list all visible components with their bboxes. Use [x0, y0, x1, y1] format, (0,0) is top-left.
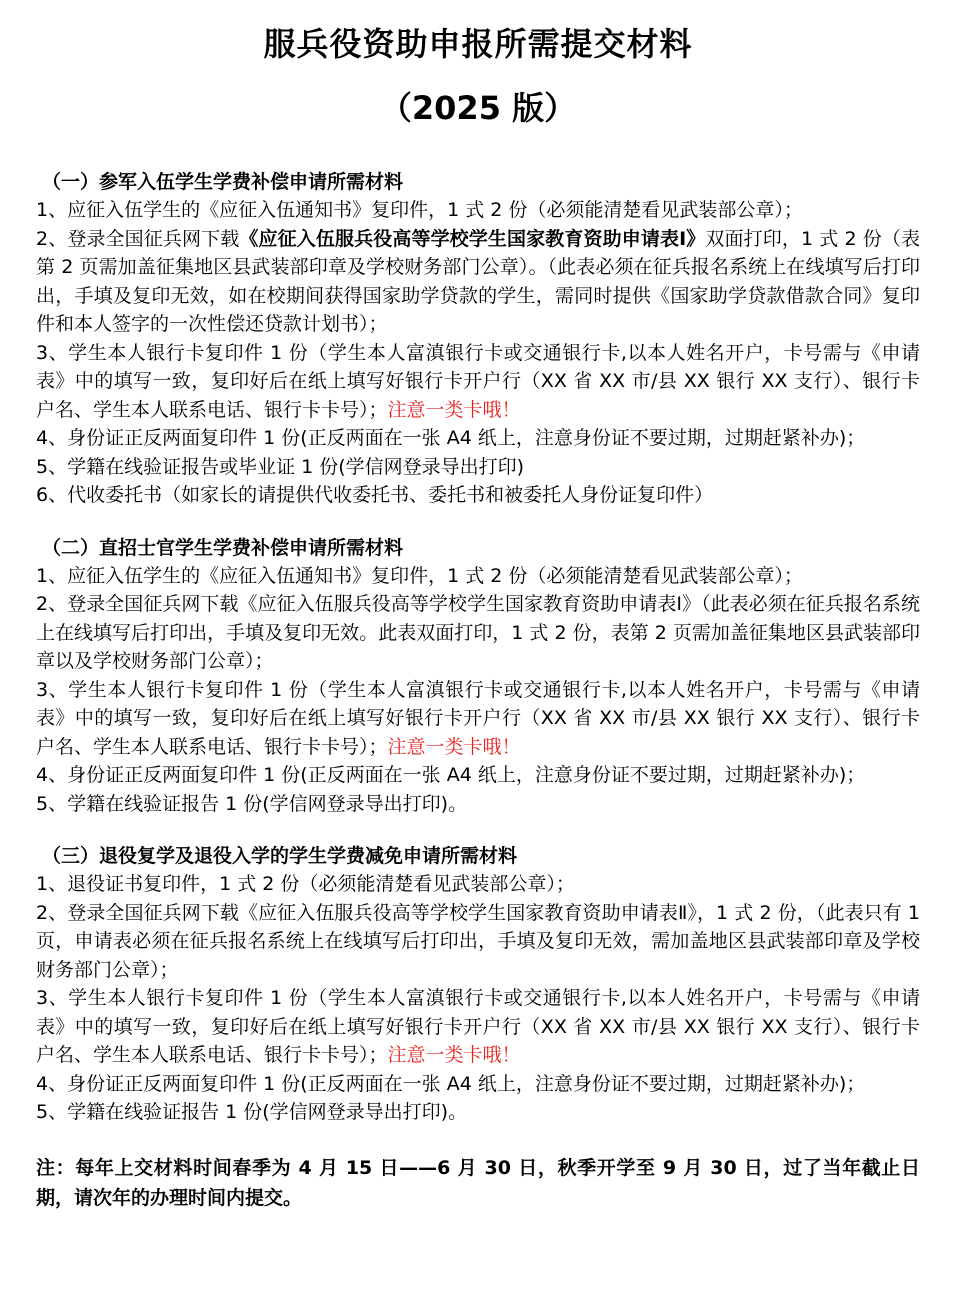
warning-text: 注意一类卡哦！ — [387, 1044, 521, 1066]
list-item: 6、代收委托书（如家长的请提供代收委托书、委托书和被委托人身份证复印件） — [36, 484, 714, 506]
form-name-bold: 《应征入伍服兵役高等学校学生国家教育资助申请表Ⅰ》 — [239, 227, 706, 250]
section-heading: （二）直招士官学生学费补偿申请所需材料 — [42, 536, 404, 559]
list-item: 4、身份证正反两面复印件 1 份(正反两面在一张 A4 纸上，注意身份证不要过期，过期赶紧补办)； — [36, 764, 866, 786]
warning-text: 注意一类卡哦！ — [387, 735, 521, 758]
section-heading: （一）参军入伍学生学费补偿申请所需材料 — [42, 171, 404, 193]
section-enlisted-students — [36, 168, 920, 510]
list-item: 1、应征入伍学生的《应征入伍通知书》复印件，1 式 2 份（必须能清楚看见武装部公章）； — [36, 199, 803, 221]
warning-text: 注意一类卡哦！ — [387, 398, 521, 421]
submission-deadline-note: 注：每年上交材料时间春季为 4 月 15 日——6 月 30 日，秋季开学至 9 月 30 日，过了当年截止日期，请次年的办理时间内提交。 — [36, 1156, 920, 1209]
list-item: 5、学籍在线验证报告 1 份(学信网登录导出打印)。 — [36, 1101, 468, 1123]
list-item: 2、登录全国征兵网下载《应征入伍服兵役高等学校学生国家教育资助申请表Ⅰ》（此表必须在征兵报名系统上在线填写后打印出，手填及复印无效。此表双面打印，1 式 2 份，表第 2 页需加盖征集地区县武装部印章以及学校财务部门公章）； — [36, 593, 920, 672]
list-item: 1、退役证书复印件，1 式 2 份（必须能清楚看见武装部公章）； — [36, 873, 575, 895]
list-item: 4、身份证正反两面复印件 1 份(正反两面在一张 A4 纸上，注意身份证不要过期，过期赶紧补办)； — [36, 1072, 866, 1095]
page-title: 服兵役资助申报所需提交材料 — [263, 25, 693, 63]
list-item: 3、学生本人银行卡复印件 1 份（学生本人富滇银行卡或交通银行卡,以本人姓名开户，卡号需与《申请表》中的填写一致，复印好后在纸上填写好银行卡开户行（XX 省 XX 市/县 XX 银行 XX 支行）、银行卡户名、学生本人联系电话、银行卡卡号）；注意一类卡哦！ — [36, 678, 920, 758]
section-veteran-students — [36, 842, 920, 1127]
list-item: 4、身份证正反两面复印件 1 份(正反两面在一张 A4 纸上，注意身份证不要过期，过期赶紧补办)； — [36, 427, 866, 449]
list-item: 5、学籍在线验证报告 1 份(学信网登录导出打印)。 — [36, 792, 468, 815]
list-item: 2、登录全国征兵网下载《应征入伍服兵役高等学校学生国家教育资助申请表Ⅰ》双面打印，1 式 2 份（表第 2 页需加盖征集地区县武装部印章及学校财务部门公章）。（此表必须在征兵报名系统上在线填写后打印出，手填及复印无效，如在校期间获得国家助学贷款的学生，需同时提供《国家助学贷款借款合同》复印件和本人签字的一次性偿还贷款计划书）； — [36, 227, 920, 335]
list-item: 3、学生本人银行卡复印件 1 份（学生本人富滇银行卡或交通银行卡,以本人姓名开户，卡号需与《申请表》中的填写一致，复印好后在纸上填写好银行卡开户行（XX 省 XX 市/县 XX 银行 XX 支行）、银行卡户名、学生本人联系电话、银行卡卡号）；注意一类卡哦！ — [36, 341, 920, 421]
page-subtitle: （2025 版） — [379, 89, 577, 127]
list-item: 1、应征入伍学生的《应征入伍通知书》复印件，1 式 2 份（必须能清楚看见武装部公章）； — [36, 564, 803, 587]
section-nco-students — [36, 534, 920, 819]
list-item: 3、学生本人银行卡复印件 1 份（学生本人富滇银行卡或交通银行卡,以本人姓名开户，卡号需与《申请表》中的填写一致，复印好后在纸上填写好银行卡开户行（XX 省 XX 市/县 XX 银行 XX 支行）、银行卡户名、学生本人联系电话、银行卡卡号）；注意一类卡哦！ — [36, 987, 920, 1066]
section-heading: （三）退役复学及退役入学的学生学费减免申请所需材料 — [42, 845, 518, 867]
list-item: 2、登录全国征兵网下载《应征入伍服兵役高等学校学生国家教育资助申请表Ⅱ》，1 式 2 份，（此表只有 1 页，申请表必须在征兵报名系统上在线填写后打印出，手填及复印无效，需加盖地区县武装部印章及学校财务部门公章）； — [36, 901, 920, 981]
list-item: 5、学籍在线验证报告或毕业证 1 份(学信网登录导出打印) — [36, 455, 525, 478]
